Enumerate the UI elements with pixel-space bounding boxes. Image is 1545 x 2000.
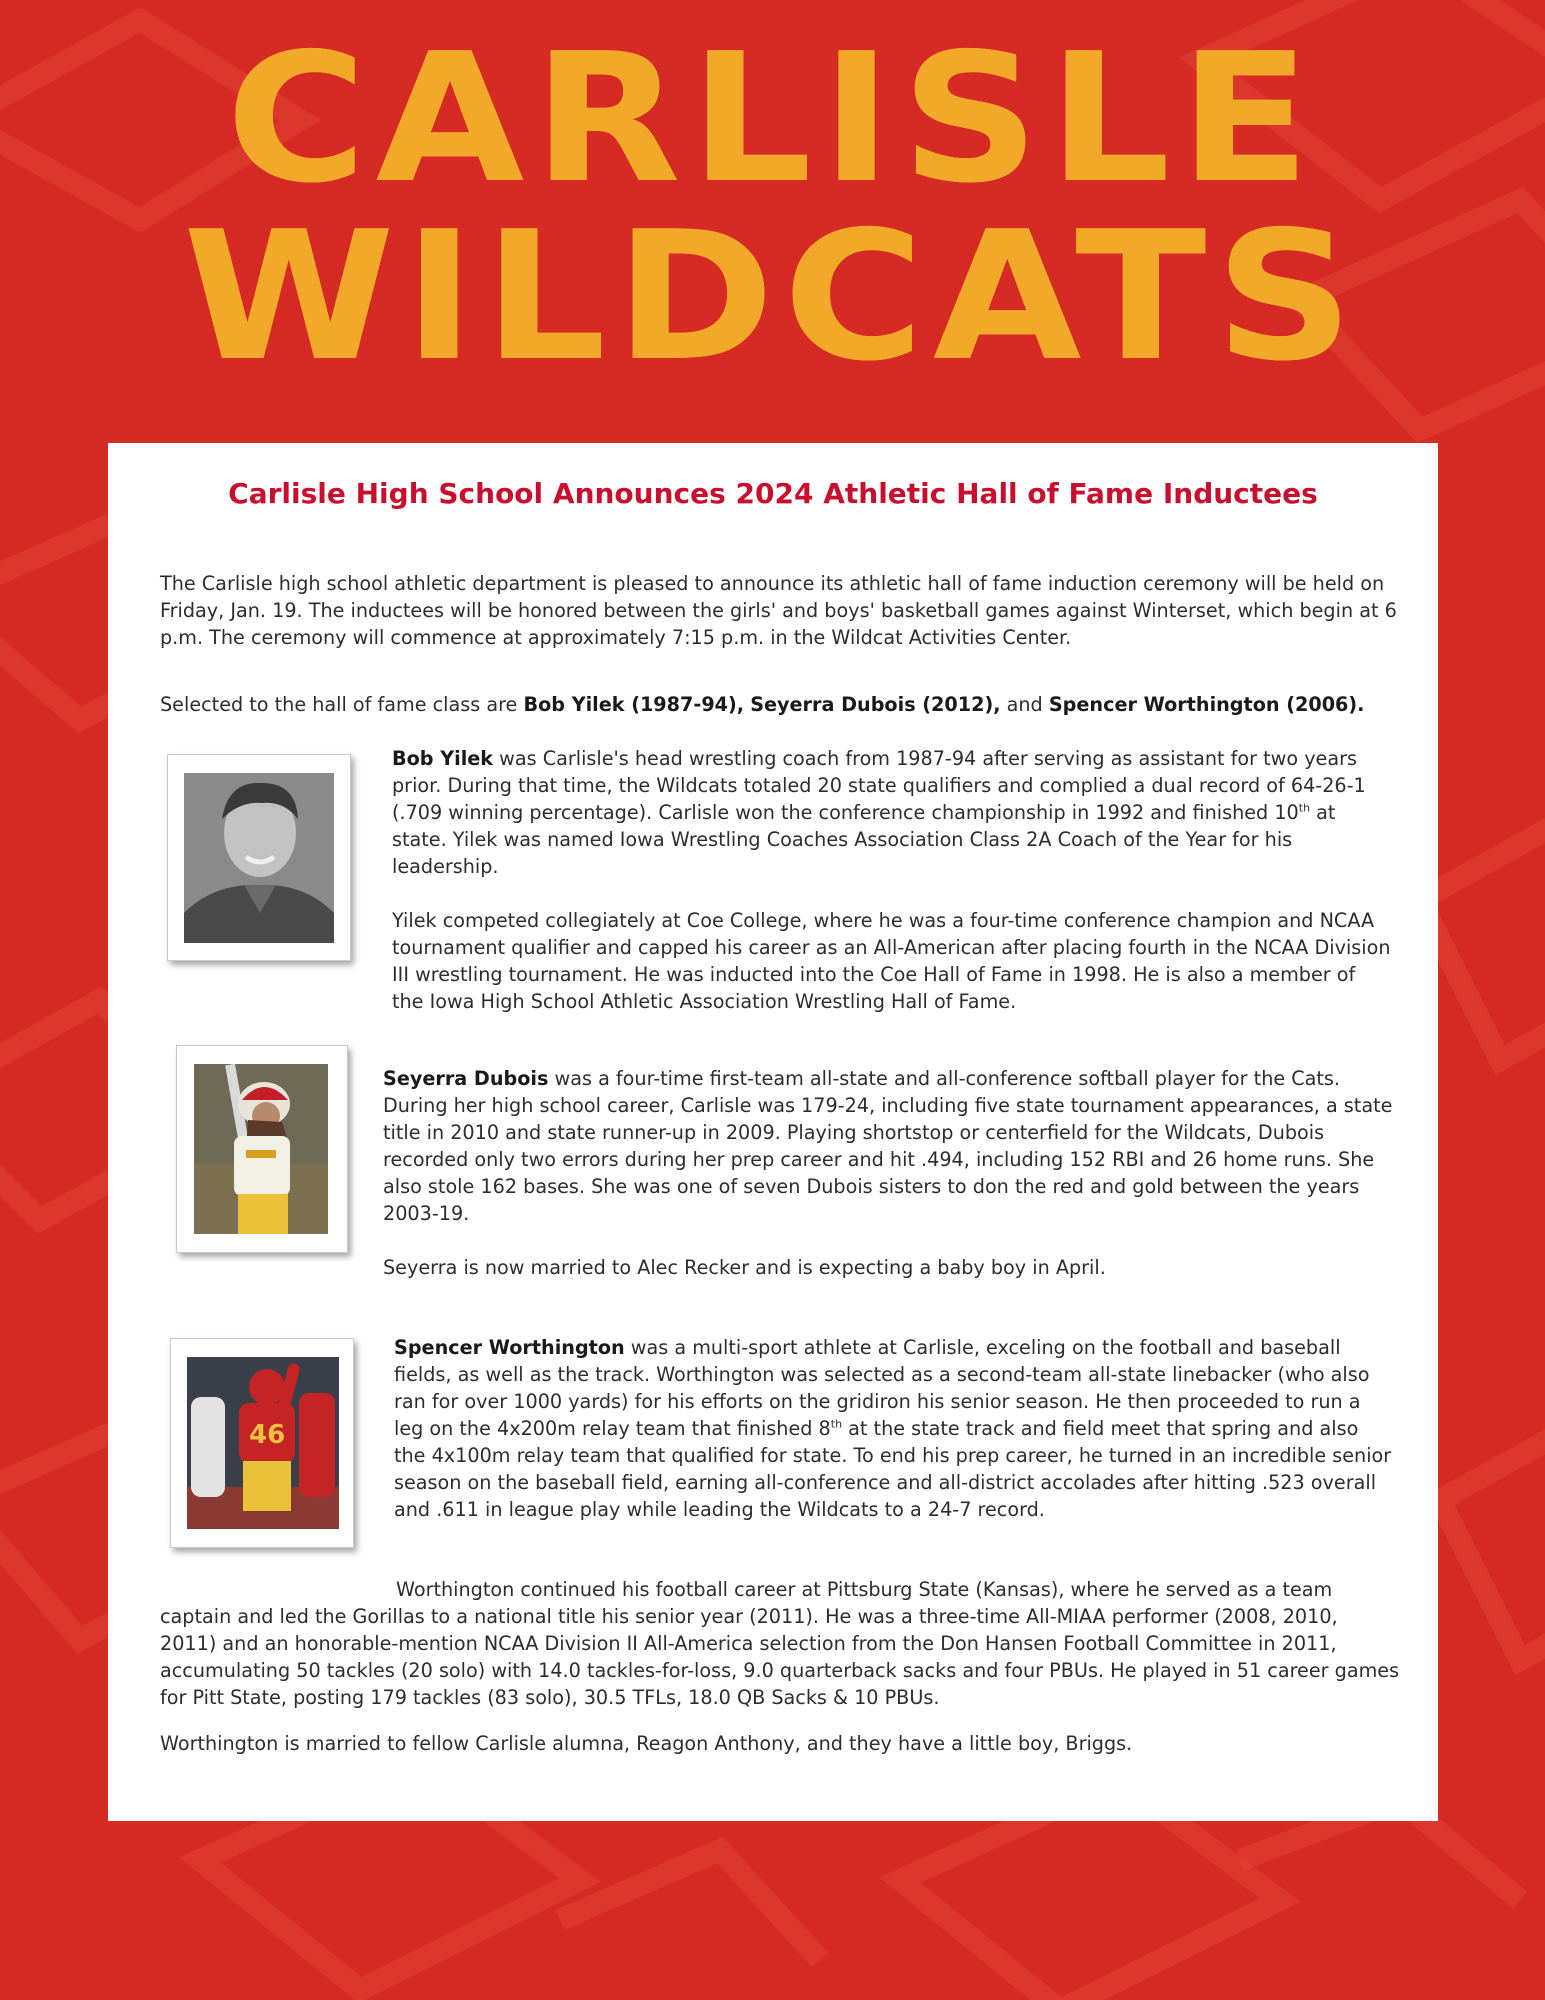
svg-text:46: 46 — [249, 1420, 286, 1450]
selected-name-2: Seyerra Dubois (2012), — [750, 693, 1001, 716]
seyerra-dubois-paragraph-1: Seyerra Dubois was a four-time first-team all-state and all-conference softball player for the Cats. During her high school career, Carlisle was 179-24, including five state tournament appearances, a state title in 2010 and state runner-up in 2009. Playing shortstop or centerfield for the Wildcats, Dubois recorded only two errors during her prep career and hit .494, including 152 RBI and 26 home runs. She also stole 162 bases. She was one of seven Dubois sisters to don the red and gold between the years 2003-19. — [383, 1067, 1393, 1225]
document-title: Carlisle High School Announces 2024 Athletic Hall of Fame Inductees — [228, 477, 1318, 510]
spencer-worthington-paragraph-1: Spencer Worthington was a multi-sport athlete at Carlisle, exceling on the football and baseball fields, as well as the track. Worthington was selected as a second-team all-state linebacker (who also ran for over 1000 yards) for his efforts on the gridiron his senior season. He then proceeded to run a leg on the 4x200m relay team that finished 8th at the state track and field meet that spring and also the 4x100m relay team that qualified for state. To end his prep career, he turned in an incredible senior season on the baseball field, earning all-conference and all-district accolades after hitting .523 overall and .611 in league play while leading the Wildcats to a 24-7 record. — [394, 1336, 1392, 1521]
selected-paragraph: Selected to the hall of fame class are Bob Yilek (1987-94), Seyerra Dubois (2012), and Spencer Worthington (2006). — [160, 693, 1365, 716]
spencer-worthington-paragraph-2: Worthington continued his football career at Pittsburg State (Kansas), where he served as a team captain and led the Gorillas to a national title his senior year (2011). He was a three-time All-MIAA performer (2008, 2010, 2011) and an honorable-mention NCAA Division II All-America selection from the Don Hansen Football Committee in 2011, accumulating 50 tackles (20 solo) with 14.0 tackles-for-loss, 9.0 quarterback sacks and four PBUs. He played in 51 career games for Pitt State, posting 179 tackles (83 solo), 30.5 TFLs, 18.0 QB Sacks & 10 PBUs. — [160, 1578, 1400, 1709]
bob-yilek-photo — [167, 754, 351, 961]
spencer-worthington-paragraph-3: Worthington is married to fellow Carlisle alumna, Reagon Anthony, and they have a little boy, Briggs. — [160, 1732, 1133, 1755]
portrait-image — [184, 773, 334, 943]
seyerra-dubois-photo — [176, 1045, 348, 1253]
intro-paragraph: The Carlisle high school athletic department is pleased to announce its athletic hall of fame induction ceremony will be held on Friday, Jan. 19. The inductees will be honored between the girls' and boys' basketball games against Winterset, which begin at 6 p.m. The ceremony will commence at approximately 7:15 p.m. in the Wildcat Activities Center. — [160, 572, 1397, 649]
football-player-image — [187, 1357, 339, 1529]
header-title — [0, 15, 1545, 400]
bob-yilek-name: Bob Yilek — [392, 747, 494, 770]
header-title-line-1: CARLISLE — [225, 15, 1320, 222]
bob-yilek-paragraph-1: Bob Yilek was Carlisle's head wrestling coach from 1987-94 after serving as assistant for two years prior. During that time, the Wildcats totaled 20 state qualifiers and complied a dual record of 64-26-1 (.709 winning percentage). Carlisle won the conference championship in 1992 and finished 10th at state. Yilek was named Iowa Wrestling Coaches Association Class 2A Coach of the Year for his leadership. — [392, 747, 1366, 878]
selected-name-1: Bob Yilek (1987-94), — [523, 693, 745, 716]
announcement-document — [108, 443, 1438, 1821]
softball-player-image — [194, 1064, 328, 1234]
seyerra-dubois-name: Seyerra Dubois — [383, 1067, 549, 1090]
seyerra-dubois-paragraph-2: Seyerra is now married to Alec Recker and is expecting a baby boy in April. — [383, 1256, 1106, 1279]
spencer-worthington-photo — [170, 1338, 354, 1548]
bob-yilek-paragraph-2: Yilek competed collegiately at Coe College, where he was a four-time conference champion and NCAA tournament qualifier and capped his career as an All-American after placing fourth in the NCAA Division III wrestling tournament. He was inducted into the Coe Hall of Fame in 1998. He is also a member of the Iowa High School Athletic Association Wrestling Hall of Fame. — [392, 909, 1391, 1013]
header-title-line-2: WILDCATS — [182, 193, 1363, 400]
selected-name-3: Spencer Worthington (2006). — [1048, 693, 1365, 716]
spencer-worthington-name: Spencer Worthington — [394, 1336, 625, 1359]
